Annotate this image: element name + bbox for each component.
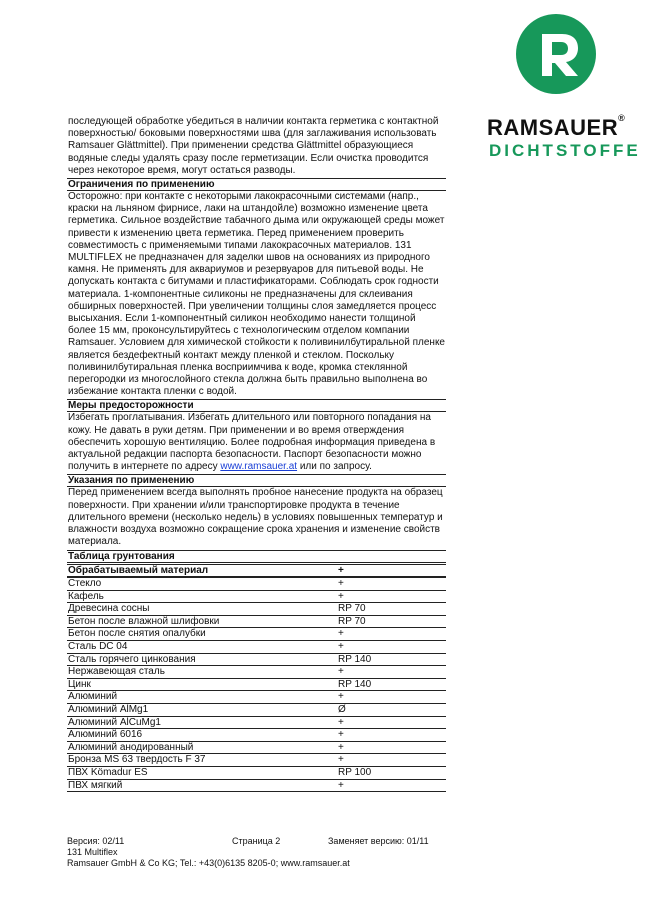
table-row [67, 628, 446, 641]
table-cell-value: + [337, 741, 446, 754]
table-row [67, 691, 446, 704]
table-cell-material: Древесина сосны [67, 603, 337, 616]
table-cell-value: RP 140 [337, 653, 446, 666]
table-cell-value: RP 70 [337, 615, 446, 628]
table-row [67, 641, 446, 654]
logo-subtitle: DICHTSTOFFE [489, 141, 641, 160]
website-link[interactable]: www.ramsauer.at [220, 461, 298, 473]
table-cell-value: RP 70 [337, 603, 446, 616]
section-text-instructions: Перед применением всегда выполнять пробное нанесение продукта на образец поверхности. При хранении и/или транспортировке продукта в течение длительного времени (несколько недель) в условиях повышенных температур и влажности воздуха возможно сокращение срока хранения и изменение свойств материала. [68, 487, 443, 548]
table-cell-material: Бронза MS 63 твердость F 37 [67, 754, 337, 767]
table-cell-material: Алюминий AlMg1 [67, 704, 337, 717]
section-text-precautions: Избегать проглатывания. Избегать длительного или повторного попадания на кожу. Не давать в руки детям. При применении и во время отверждения обеспечить хорошую вентиляцию. Более подробная информация приведена в актуальной редакции паспорта безопасности. Паспорт безопасности можно получить в интернете по адресу www.ramsauer.at или по запросу. [68, 412, 436, 473]
table-cell-material: ПВХ Kömadur ES [67, 767, 337, 780]
table-cell-value: + [337, 641, 446, 654]
table-row [67, 678, 446, 691]
ramsauer-r-logo-icon [516, 14, 596, 94]
table-row [67, 779, 446, 792]
intro-paragraph: последующей обработке убедиться в наличии контакта герметика с контактной поверхностью/ боковыми поверхностями шва (для заглаживания использовать Ramsauer Glättmittel). При применении средства Glättmittel образующиеся водяные следы удалять сразу после герметизации. Если очистка проводится через некоторое время, могут остаться разводы. [68, 116, 439, 176]
table-cell-value: Ø [337, 704, 446, 717]
table-cell-value: + [337, 716, 446, 729]
table-row [67, 716, 446, 729]
table-cell-value: + [337, 577, 446, 590]
table-cell-material: Бетон после снятия опалубки [67, 628, 337, 641]
table-cell-material: Сталь DC 04 [67, 641, 337, 654]
table-row [67, 666, 446, 679]
table-cell-value: + [337, 779, 446, 792]
table-cell-value: + [337, 666, 446, 679]
table-row [67, 767, 446, 780]
table-cell-value: RP 140 [337, 678, 446, 691]
table-cell-value: RP 100 [337, 767, 446, 780]
table-row [67, 590, 446, 603]
logo-wordmark: RAMSAUER® [487, 113, 626, 140]
section-heading-primer-table: Таблица грунтования [67, 550, 446, 563]
table-row [67, 704, 446, 717]
table-cell-material: ПВХ мягкий [67, 779, 337, 792]
primer-table [67, 564, 446, 793]
table-row [67, 653, 446, 666]
table-row [67, 603, 446, 616]
table-row [67, 754, 446, 767]
table-cell-material: Алюминий 6016 [67, 729, 337, 742]
footer-version: Версия: 02/11 [67, 836, 125, 846]
table-cell-material: Бетон после влажной шлифовки [67, 615, 337, 628]
table-cell-material: Алюминий [67, 691, 337, 704]
table-cell-value: + [337, 754, 446, 767]
section-heading-restrictions: Ограничения по применению [67, 178, 446, 191]
table-header-material: Обрабатываемый материал [67, 564, 337, 577]
document-body [67, 116, 446, 792]
table-cell-value: + [337, 691, 446, 704]
table-header-row [67, 564, 446, 577]
table-cell-material: Нержавеющая сталь [67, 666, 337, 679]
table-cell-material: Цинк [67, 678, 337, 691]
footer-product: 131 Multiflex [67, 847, 118, 857]
table-row [67, 729, 446, 742]
table-cell-value: + [337, 628, 446, 641]
table-cell-value: + [337, 590, 446, 603]
table-row [67, 741, 446, 754]
footer-replaces-version: Заменяет версию: 01/11 [328, 836, 429, 846]
footer-page-number: Страница 2 [232, 836, 281, 846]
table-row [67, 615, 446, 628]
table-cell-value: + [337, 729, 446, 742]
page-footer [67, 836, 467, 869]
table-cell-material: Стекло [67, 577, 337, 590]
footer-company: Ramsauer GmbH & Co KG; Tel.: +43(0)6135 8205-0; www.ramsauer.at [67, 858, 350, 868]
table-cell-material: Кафель [67, 590, 337, 603]
table-cell-material: Сталь горячего цинкования [67, 653, 337, 666]
section-heading-instructions: Указания по применению [67, 474, 446, 487]
table-cell-material: Алюминий AlCuMg1 [67, 716, 337, 729]
section-heading-precautions: Меры предосторожности [67, 399, 446, 412]
table-row [67, 577, 446, 590]
table-header-value: + [337, 564, 446, 577]
table-cell-material: Алюминий анодированный [67, 741, 337, 754]
section-text-restrictions: Осторожно: при контакте с некоторыми лакокрасочными системами (напр., краски на льняном фирнисе, лаки на штандойле) возможно изменение цвета герметика. Сильное воздействие табачного дыма или окружающей среды может привести к изменению цвета герметика. Перед применением проверить совместимость с применяемыми типами лакокрасочных материалов. 131 MULTIFLEX не предназначен для заделки швов на основаниях из природного камня. Не применять для аквариумов и резервуаров для питьевой воды. Не допускать контакта с битумами и пластификаторами. Соблюдать срок годности материала. 1-компонентные силиконы не предназначены для склеивания обширных поверхностей. При увеличении толщины слоя замедляется процесс высыхания. Если 1-компонентный силикон необходимо нанести толщиной более 15 мм, проконсультируйтесь с технологическим отделом компании Ramsauer. Условием для химической стойкости к поливинилбутиральной пленке является бездефектный контакт между пленкой и стеклом. Поскольку поливинилбутиральная пленка восприимчива к воде, кромка стеклянной перегородки из многослойного стекла должна быть правильно выполнена во избежание контакта пленки с водой. [68, 191, 445, 398]
